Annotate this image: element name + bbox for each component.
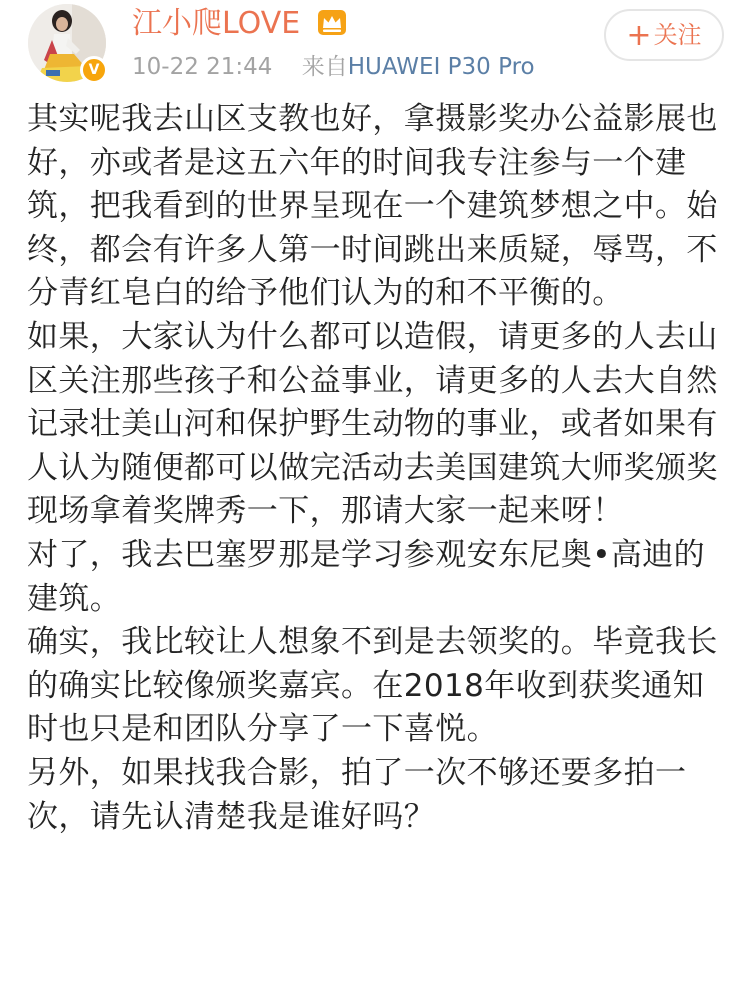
- post-meta: [132, 52, 535, 82]
- post-header: [0, 0, 750, 96]
- post-timestamp: 10-22 21:44: [132, 54, 273, 80]
- post-paragraph: 其实呢我去山区支教也好，拿摄影奖办公益影展也好，亦或者是这五六年的时间我专注参与一个建筑，把我看到的世界呈现在一个建筑梦想之中。始终，都会有许多人第一时间跳出来质疑，辱骂，不分青红皂白的给予他们认为的和不平衡的。: [27, 101, 718, 312]
- plus-icon: +: [626, 18, 652, 53]
- post-source[interactable]: HUAWEI P30 Pro: [347, 54, 535, 80]
- post-paragraph: 如果，大家认为什么都可以造假，请更多的人去山区关注那些孩子和公益事业，请更多的人去大自然记录壮美山河和保护野生动物的事业，或者如果有人认为随便都可以做完活动去美国建筑大师奖颁奖现场拿着奖牌秀一下，那请大家一起来呀！: [27, 318, 718, 530]
- author-name[interactable]: 江小爬LOVE: [132, 6, 301, 41]
- post-paragraph: 对了，我去巴塞罗那是学习参观安东尼奥•高迪的建筑。: [27, 536, 706, 617]
- follow-button-label: 关注: [653, 21, 702, 49]
- follow-button[interactable]: [604, 9, 724, 61]
- post-paragraph: 另外，如果找我合影，拍了一次不够还要多拍一次，请先认清楚我是谁好吗？: [27, 754, 687, 835]
- verified-v-icon: V: [80, 56, 108, 84]
- post-paragraph: 确实，我比较让人想象不到是去领奖的。毕竟我长的确实比较像颁奖嘉宾。在2018年收到获奖通知时也只是和团队分享了一下喜悦。: [27, 624, 718, 748]
- crown-icon[interactable]: [317, 9, 347, 36]
- post-content: [27, 98, 727, 839]
- source-prefix: 来自: [301, 54, 348, 80]
